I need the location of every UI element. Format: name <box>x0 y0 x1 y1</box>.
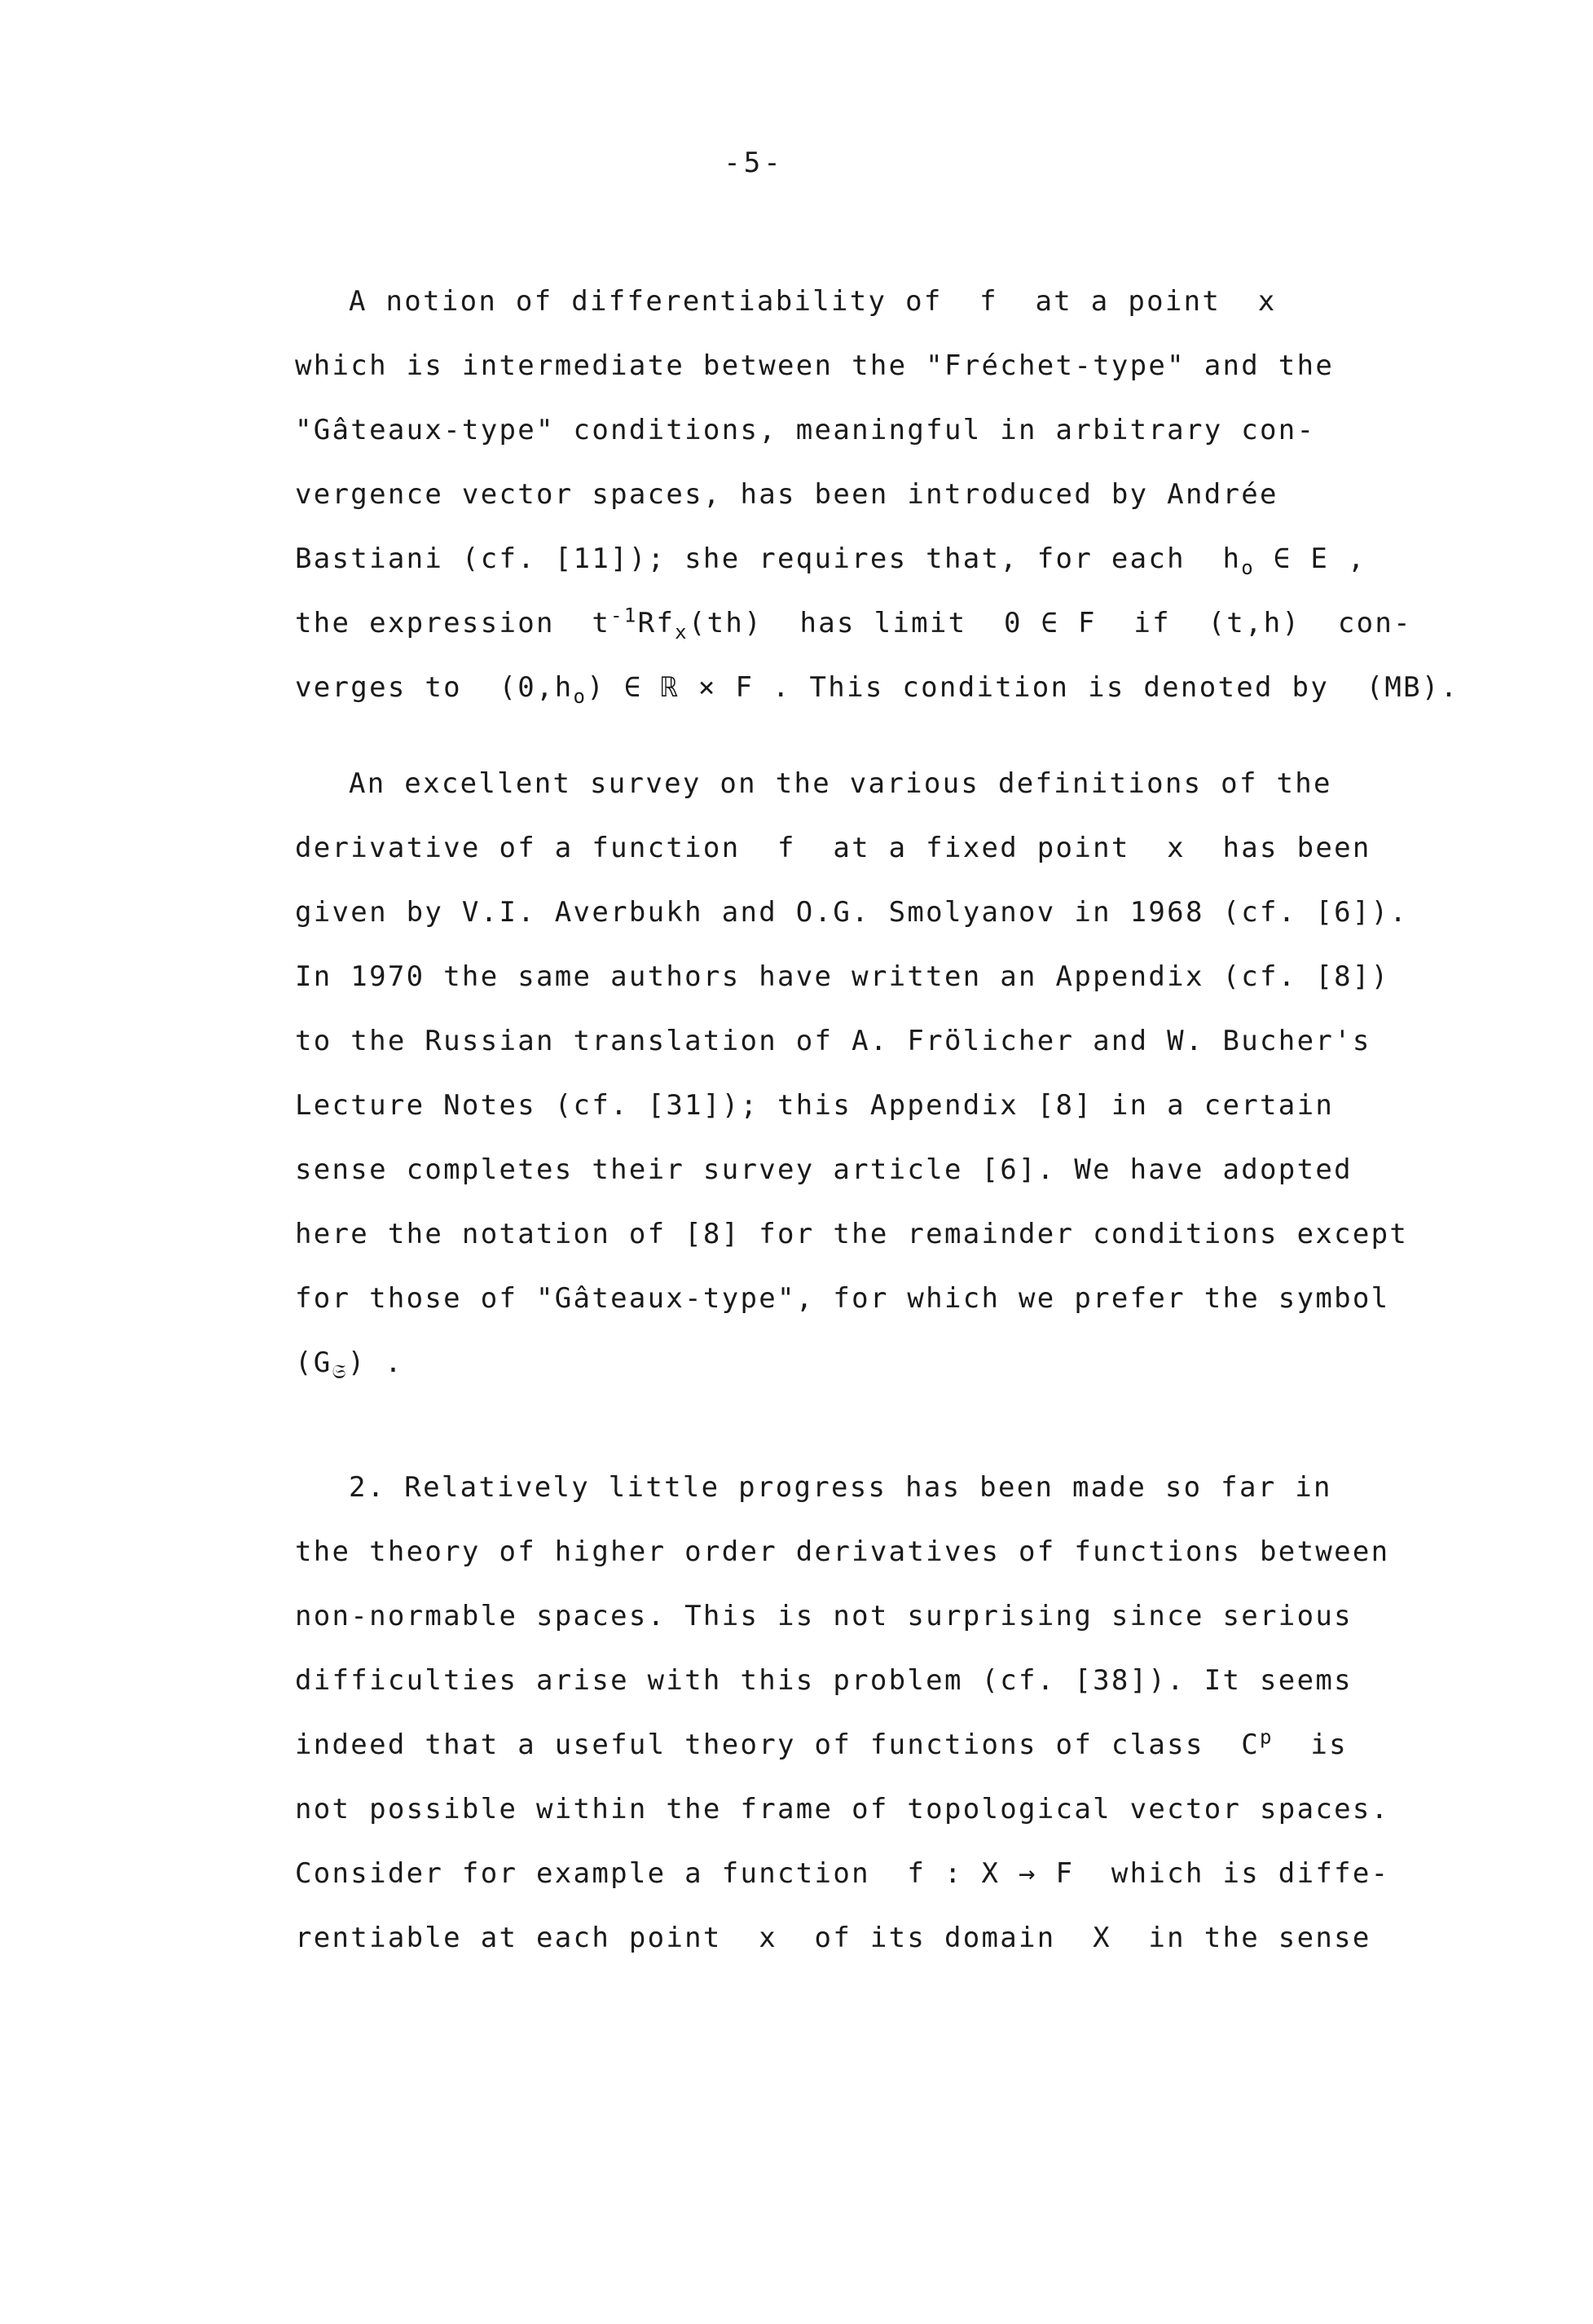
paragraph-2-line-5: to the Russian translation of A. Frölicher and W. Bucher's <box>295 1025 1371 1057</box>
paragraph-3-line-1: 2. Relatively little progress has been made so far in <box>349 1471 1332 1504</box>
text-run: ) ∈ ℝ × F . This condition is denoted by (MB). <box>587 671 1459 704</box>
superscript: p <box>1260 1725 1274 1749</box>
text-run: Bastiani (cf. [11]); she requires that, for each h <box>295 543 1242 575</box>
paragraph-2-line-1: An excellent survey on the various definitions of the <box>349 767 1332 800</box>
paragraph-3-line-5 <box>295 1725 1348 1761</box>
paragraph-1-line-2: which is intermediate between the "Fréchet-type" and the <box>295 349 1335 382</box>
text-run: Rf <box>637 607 675 639</box>
paragraph-3-line-4: difficulties arise with this problem (cf. [38]). It seems <box>295 1664 1353 1697</box>
paragraph-1-line-6 <box>295 604 1412 644</box>
text-run: ) . <box>347 1347 404 1379</box>
paragraph-1-line-5 <box>295 543 1366 579</box>
text-run: is <box>1273 1729 1348 1761</box>
text-run: verges to (0,h <box>295 671 574 704</box>
paragraph-3-line-7: Consider for example a function f : X → F which is diffe- <box>295 1857 1390 1890</box>
paragraph-1-line-3: "Gâteaux-type" conditions, meaningful in arbitrary con- <box>295 414 1316 446</box>
text-run: (G <box>295 1347 332 1379</box>
paragraph-3-line-8: rentiable at each point x of its domain X in the sense <box>295 1922 1371 1954</box>
paragraph-1-line-7 <box>295 671 1459 708</box>
paragraph-2-line-6: Lecture Notes (cf. [31]); this Appendix [8] in a certain <box>295 1089 1335 1122</box>
paragraph-2-line-3: given by V.I. Averbukh and O.G. Smolyanov in 1968 (cf. [6]). <box>295 896 1409 929</box>
subscript: o <box>1241 556 1256 579</box>
paragraph-3-line-3: non-normable spaces. This is not surprising since serious <box>295 1600 1353 1632</box>
paragraph-2-line-8: here the notation of [8] for the remainder conditions except <box>295 1218 1409 1250</box>
text-run: ∈ E , <box>1255 543 1366 575</box>
paragraph-2-line-4: In 1970 the same authors have written an Appendix (cf. [8]) <box>295 960 1390 993</box>
paragraph-1-line-1: A notion of differentiability of f at a point x <box>349 285 1277 318</box>
paragraph-3-line-6: not possible within the frame of topological vector spaces. <box>295 1793 1390 1825</box>
page-number: -5- <box>724 147 784 179</box>
paragraph-3-line-2: the theory of higher order derivatives of functions between <box>295 1535 1390 1568</box>
subscript: x <box>675 620 689 644</box>
text-run: (th) has limit 0 ∈ F if (t,h) con- <box>688 607 1412 639</box>
superscript: -1 <box>610 604 638 627</box>
paragraph-1-line-4: vergence vector spaces, has been introduced by Andrée <box>295 478 1278 511</box>
text-run: the expression t <box>295 607 611 639</box>
paragraph-2-line-9: for those of "Gâteaux-type", for which we prefer the symbol <box>295 1282 1390 1315</box>
text-run: indeed that a useful theory of functions of class C <box>295 1729 1261 1761</box>
subscript: 𝔖 <box>332 1360 348 1383</box>
paragraph-2-line-7: sense completes their survey article [6]. We have adopted <box>295 1153 1353 1186</box>
subscript: o <box>573 684 587 708</box>
paragraph-2-line-10 <box>295 1347 404 1383</box>
paragraph-2-line-2: derivative of a function f at a fixed point x has been <box>295 832 1371 864</box>
